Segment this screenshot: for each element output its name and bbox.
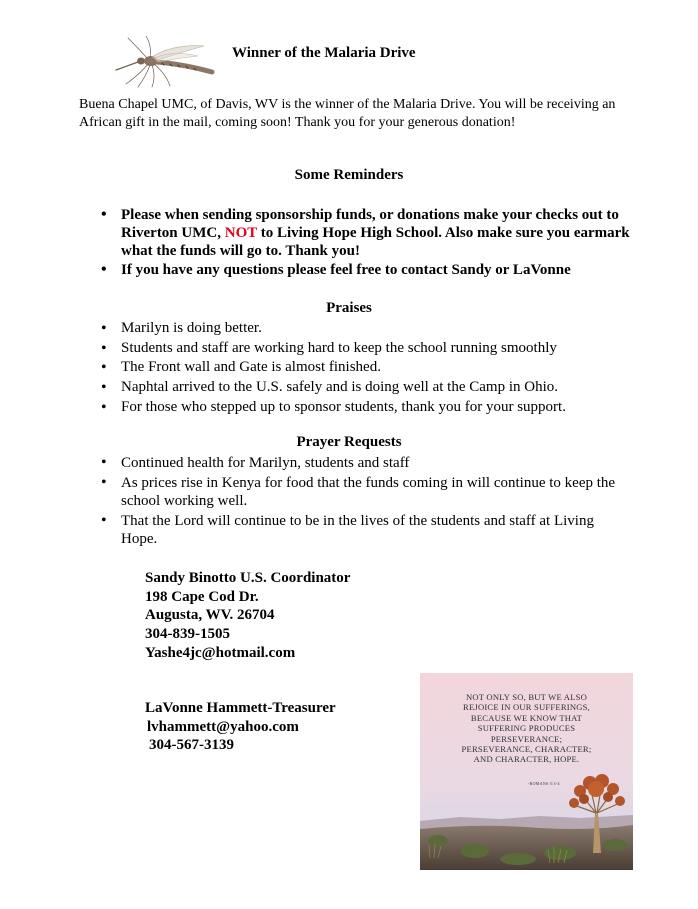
scripture-line: PERSEVERANCE, CHARACTER; — [461, 744, 592, 755]
list-item: • Marilyn is doing better. — [101, 319, 641, 339]
list-item: • As prices rise in Kenya for food that the funds coming in will continue to keep the school working well. — [101, 474, 621, 511]
reminder-text: Please when sending sponsorship funds, or donations make your checks out to Riverton UMC, — [121, 207, 619, 241]
contact-email: Yashe4jc@hotmail.com — [145, 644, 296, 661]
scripture-image — [420, 673, 633, 870]
list-item: • Naphtal arrived to the U.S. safely and is doing well at the Camp in Ohio. — [101, 378, 641, 398]
contact-name: LaVonne Hammett-Treasurer — [145, 700, 336, 716]
contact-email: lvhammett@yahoo.com — [147, 718, 299, 735]
scripture-line: AND CHARACTER, HOPE. — [473, 754, 580, 765]
scripture-line: BECAUSE WE KNOW THAT — [470, 712, 583, 723]
coordinator-contact — [145, 569, 350, 663]
list-item: • The Front wall and Gate is almost finished. — [101, 358, 641, 378]
treasurer-contact — [145, 699, 336, 755]
list-item: • Students and staff are working hard to keep the school running smoothly — [101, 339, 641, 359]
scripture-line: NOT ONLY SO, BUT WE ALSO — [465, 692, 588, 702]
contact-street: 198 Cape Cod Dr. — [145, 588, 259, 605]
scripture-line: REJOICE IN OUR SUFFERINGS, — [463, 702, 590, 713]
reminder-text: to Living Hope High School. Also make sure you earmark what the funds will go to. Thank you! — [121, 225, 630, 259]
scripture-line: SUFFERING PRODUCES — [477, 723, 576, 734]
contact-city: Augusta, WV. 26704 — [145, 607, 275, 624]
praises-list — [101, 319, 641, 418]
list-item: • Continued health for Marilyn, students and staff — [101, 454, 621, 473]
page-title: Winner of the Malaria Drive — [232, 45, 416, 61]
praises-heading: Praises — [326, 300, 372, 316]
prayer-requests-heading: Prayer Requests — [296, 434, 402, 450]
scripture-reference: -ROMANS 5:3-4 — [528, 781, 560, 786]
contact-name: Sandy Binotto U.S. Coordinator — [145, 570, 351, 586]
prayer-requests-list — [101, 454, 621, 549]
reminders-list — [101, 206, 631, 279]
mosquito-icon — [112, 36, 220, 88]
scripture-line: PERSEVERANCE; — [490, 733, 563, 744]
scripture-text — [420, 692, 633, 765]
contact-phone: 304-567-3139 — [149, 737, 234, 754]
list-item: • For those who stepped up to sponsor students, thank you for your support. — [101, 398, 641, 418]
contact-phone: 304-839-1505 — [145, 626, 230, 643]
list-item: • That the Lord will continue to be in the lives of the students and staff at Living Hope. — [101, 512, 621, 549]
highlight-not: NOT — [224, 225, 257, 241]
list-item — [101, 206, 631, 260]
list-item: • If you have any questions please feel free to contact Sandy or LaVonne — [101, 261, 631, 279]
reminders-heading: Some Reminders — [294, 167, 404, 183]
intro-paragraph: Buena Chapel UMC, of Davis, WV is the winner of the Malaria Drive. You will be receiving an African gift in the mail, coming soon! Thank you for your generous donation! — [79, 97, 616, 130]
